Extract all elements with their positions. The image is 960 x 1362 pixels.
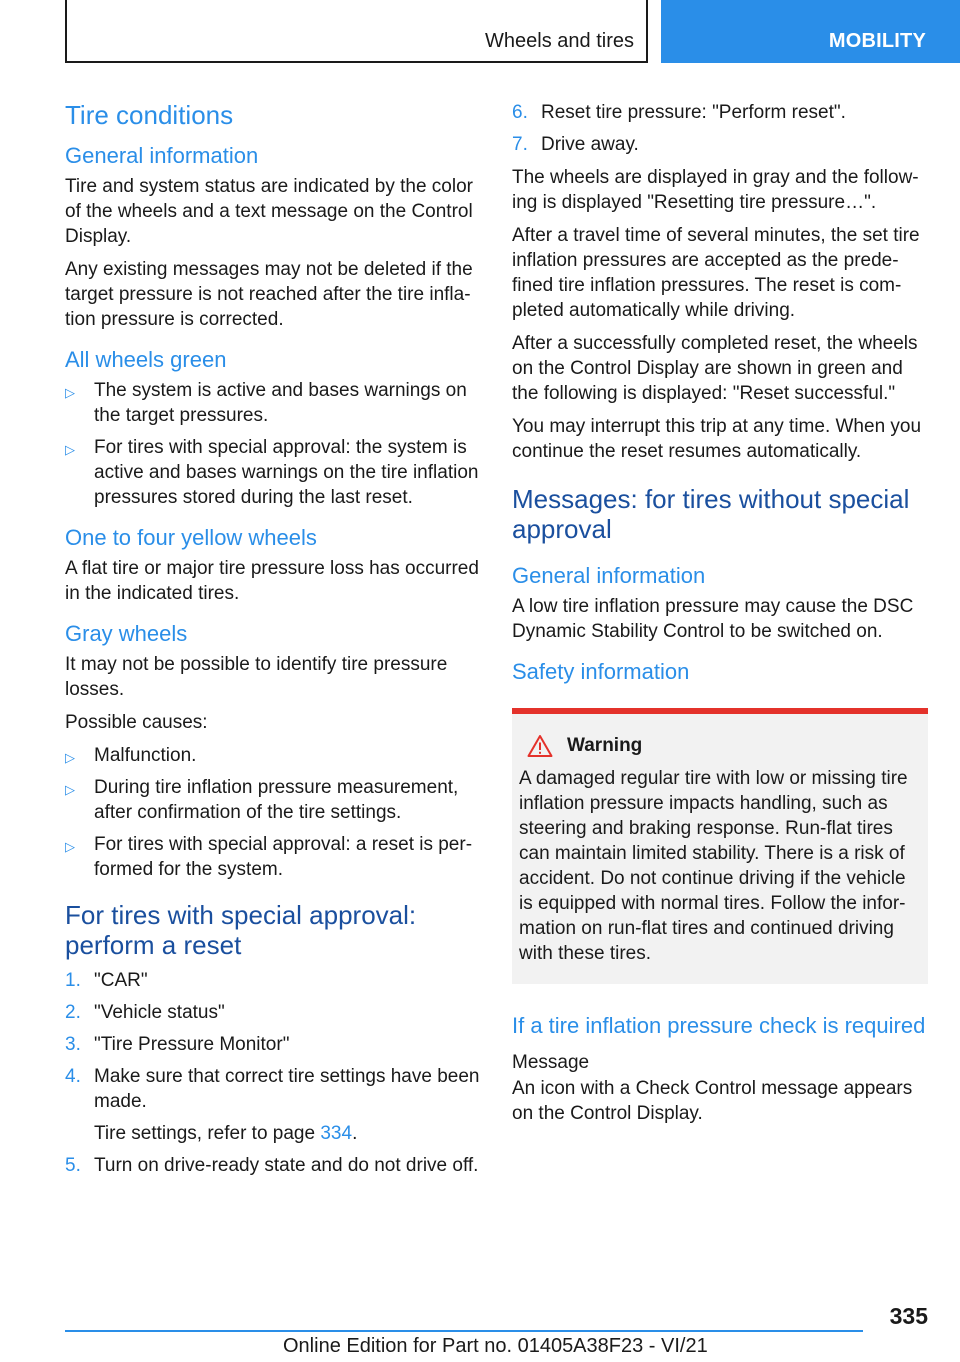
reset-steps-continued — [512, 100, 928, 157]
list-item: 5. Turn on drive-ready state and do not drive off. — [65, 1155, 479, 1176]
general-info-paragraph-2: Any existing messages may not be deleted if the target pressure is not reached after the tire infla-tion pressure is corrected. — [65, 259, 473, 330]
safety-info-heading: Safety information — [512, 659, 690, 684]
warning-title: Warning — [567, 735, 643, 756]
triangle-bullet-icon: ▷ — [65, 750, 75, 765]
triangle-bullet-icon: ▷ — [65, 385, 75, 400]
page-reference-link[interactable]: 334 — [320, 1123, 353, 1144]
footer-edition: Online Edition for Part no. 01405A38F23 - VI/21 — [283, 1335, 708, 1357]
list-item: ▷ During tire inflation pressure measurement, after confirmation of the tire settings. — [65, 777, 459, 823]
pressure-check-heading: If a tire inflation pressure check is required — [512, 1013, 926, 1038]
warning-text: A damaged regular tire with low or missing tire inflation pressure impacts handling, such as steering and braking response. Run-flat tires can maintain limited stability. There is a risk of accident. Do not continue driving if the vehicle is equipped with normal tires. Follow the infor-mation on run-flat tires and continued driving with these tires. — [519, 768, 908, 964]
right-column — [512, 100, 928, 1134]
page-title: Tire conditions — [65, 100, 234, 130]
page-number: 335 — [889, 1303, 928, 1329]
messages-general-paragraph: A low tire inflation pressure may cause the DSC Dynamic Stability Control to be switched on. — [512, 596, 914, 642]
warning-triangle-icon — [527, 734, 553, 758]
header-section-title: Wheels and tires — [485, 30, 634, 52]
list-item: ▷ For tires with special approval: a reset is per-formed for the system. — [65, 834, 473, 880]
reset-paragraph-4: You may interrupt this trip at any time. When you continue the reset resumes automatically. — [512, 416, 922, 462]
footer-divider — [65, 1330, 863, 1332]
messages-title: Messages: for tires without special approval — [512, 484, 910, 544]
yellow-wheels-heading: One to four yellow wheels — [65, 525, 317, 550]
triangle-bullet-icon: ▷ — [65, 839, 75, 854]
list-item: 1. "CAR" — [65, 970, 148, 991]
header-chapter-tab — [661, 0, 960, 63]
general-info-heading: General information — [65, 143, 259, 168]
list-item: 2. "Vehicle status" — [65, 1002, 225, 1023]
list-item: 7. Drive away. — [512, 134, 639, 155]
reset-paragraph-2: After a travel time of several minutes, the set tire inflation pressures are accepted as the prede-fined tire inflation pressures. The reset is com-pleted automatically while driving. — [512, 225, 920, 321]
header-chapter-title: MOBILITY — [828, 30, 926, 52]
list-item: ▷ For tires with special approval: the system is active and bases warnings on the tire inflation pressures stored during the last reset. — [65, 437, 479, 508]
warning-header — [519, 734, 921, 758]
triangle-bullet-icon: ▷ — [65, 782, 75, 797]
gray-wheels-heading: Gray wheels — [65, 621, 188, 646]
gray-wheels-paragraph-1: It may not be possible to identify tire pressure losses. — [65, 654, 448, 700]
reset-paragraph-3: After a successfully completed reset, the wheels on the Control Display are shown in green and the following is displayed: "Reset successful." — [512, 333, 918, 404]
gray-causes-list — [65, 743, 480, 882]
messages-general-heading: General information — [512, 563, 706, 588]
list-item: ▷ Malfunction. — [65, 743, 480, 768]
list-item: 3. "Tire Pressure Monitor" — [65, 1034, 290, 1055]
left-column — [65, 100, 480, 1186]
list-item: ▷ The system is active and bases warnings on the target pressures. — [65, 380, 467, 426]
list-item: 6. Reset tire pressure: "Perform reset". — [512, 102, 846, 123]
step-4-note: Tire settings, refer to page 334. — [94, 1123, 358, 1144]
yellow-wheels-paragraph: A flat tire or major tire pressure loss has occurred in the indicated tires. — [65, 558, 479, 604]
reset-paragraph-1: The wheels are displayed in gray and the follow-ing is displayed "Resetting tire pressure…". — [512, 167, 919, 213]
warning-box — [512, 708, 928, 984]
triangle-bullet-icon: ▷ — [65, 442, 75, 457]
green-list — [65, 378, 480, 510]
list-item: 4. Make sure that correct tire settings have been made. Tire settings, refer to page 334. — [65, 1066, 480, 1144]
gray-wheels-paragraph-2: Possible causes: — [65, 712, 208, 733]
reset-title: For tires with special approval: perform a reset — [65, 900, 417, 960]
general-info-paragraph-1: Tire and system status are indicated by the color of the wheels and a text message on the Control Display. — [65, 176, 473, 247]
message-paragraph: An icon with a Check Control message appears on the Control Display. — [512, 1078, 913, 1124]
reset-steps-list — [65, 968, 480, 1178]
message-subheading: Message — [512, 1052, 590, 1073]
header-section-tab — [65, 0, 648, 63]
all-wheels-green-heading: All wheels green — [65, 347, 227, 372]
